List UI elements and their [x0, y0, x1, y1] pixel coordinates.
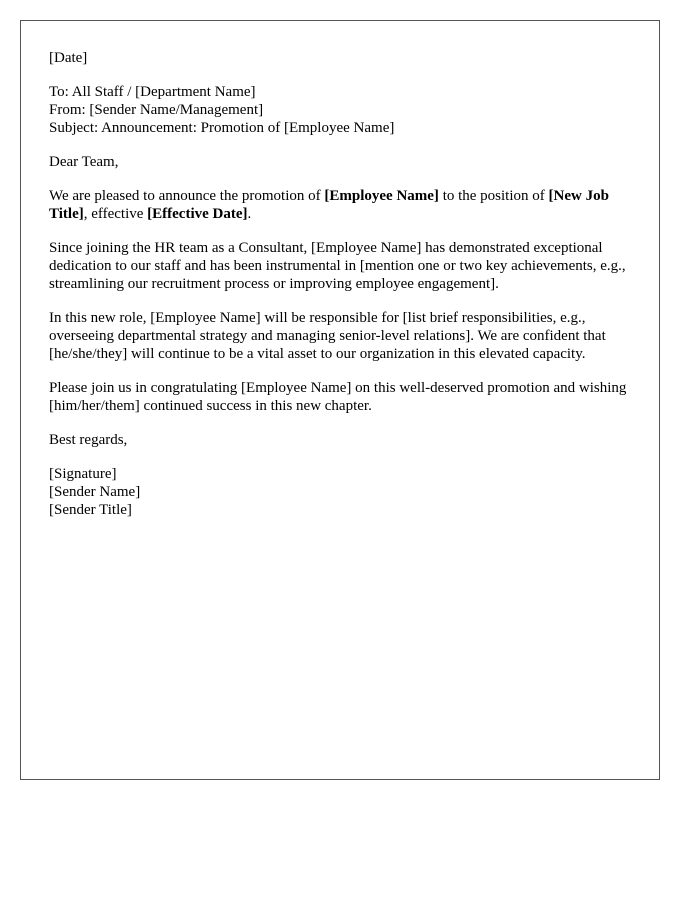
congratulations-paragraph: Please join us in congratulating [Employee Name] on this well-deserved promotion and wishing [him/her/them] continued success in this new chapter. — [49, 380, 627, 414]
new-job-title-bold: [New Job Title] — [49, 188, 609, 222]
date-block — [49, 49, 633, 67]
employee-name-bold: [Employee Name] — [324, 188, 439, 204]
letter-date: [Date] — [49, 50, 88, 66]
memo-header — [49, 83, 633, 137]
p1-mid2: , effective — [83, 206, 148, 222]
effective-date-bold: [Effective Date] — [147, 206, 248, 222]
signature: [Signature] — [49, 466, 117, 482]
to-line: To: All Staff / [Department Name] — [49, 84, 256, 100]
letter-body — [49, 49, 633, 535]
signature-block — [49, 465, 633, 519]
subject-line: Subject: Announcement: Promotion of [Employee Name] — [49, 120, 395, 136]
salutation: Dear Team, — [49, 154, 119, 170]
p1-pre: We are pleased to announce the promotion of — [49, 188, 325, 204]
p1-mid: to the position of — [438, 188, 549, 204]
sender-title: [Sender Title] — [49, 502, 132, 518]
role-paragraph: In this new role, [Employee Name] will be responsible for [list brief responsibilities, e.g., overseeing departmental strategy and managing senior-level relations]. We are confident that [he/she/they] will continue to be a vital asset to our organization in this elevated capacity. — [49, 310, 606, 362]
from-line: From: [Sender Name/Management] — [49, 102, 264, 118]
letter-page — [20, 20, 660, 780]
sender-name: [Sender Name] — [49, 484, 141, 500]
closing: Best regards, — [49, 432, 128, 448]
p1-end: . — [247, 206, 252, 222]
background-paragraph: Since joining the HR team as a Consultant, [Employee Name] has demonstrated exceptional dedication to our staff and has been instrumental in [mention one or two key achievements, e.g., streamlining our recruitment process or improving employee engagement]. — [49, 240, 626, 292]
announcement-paragraph — [49, 187, 633, 223]
